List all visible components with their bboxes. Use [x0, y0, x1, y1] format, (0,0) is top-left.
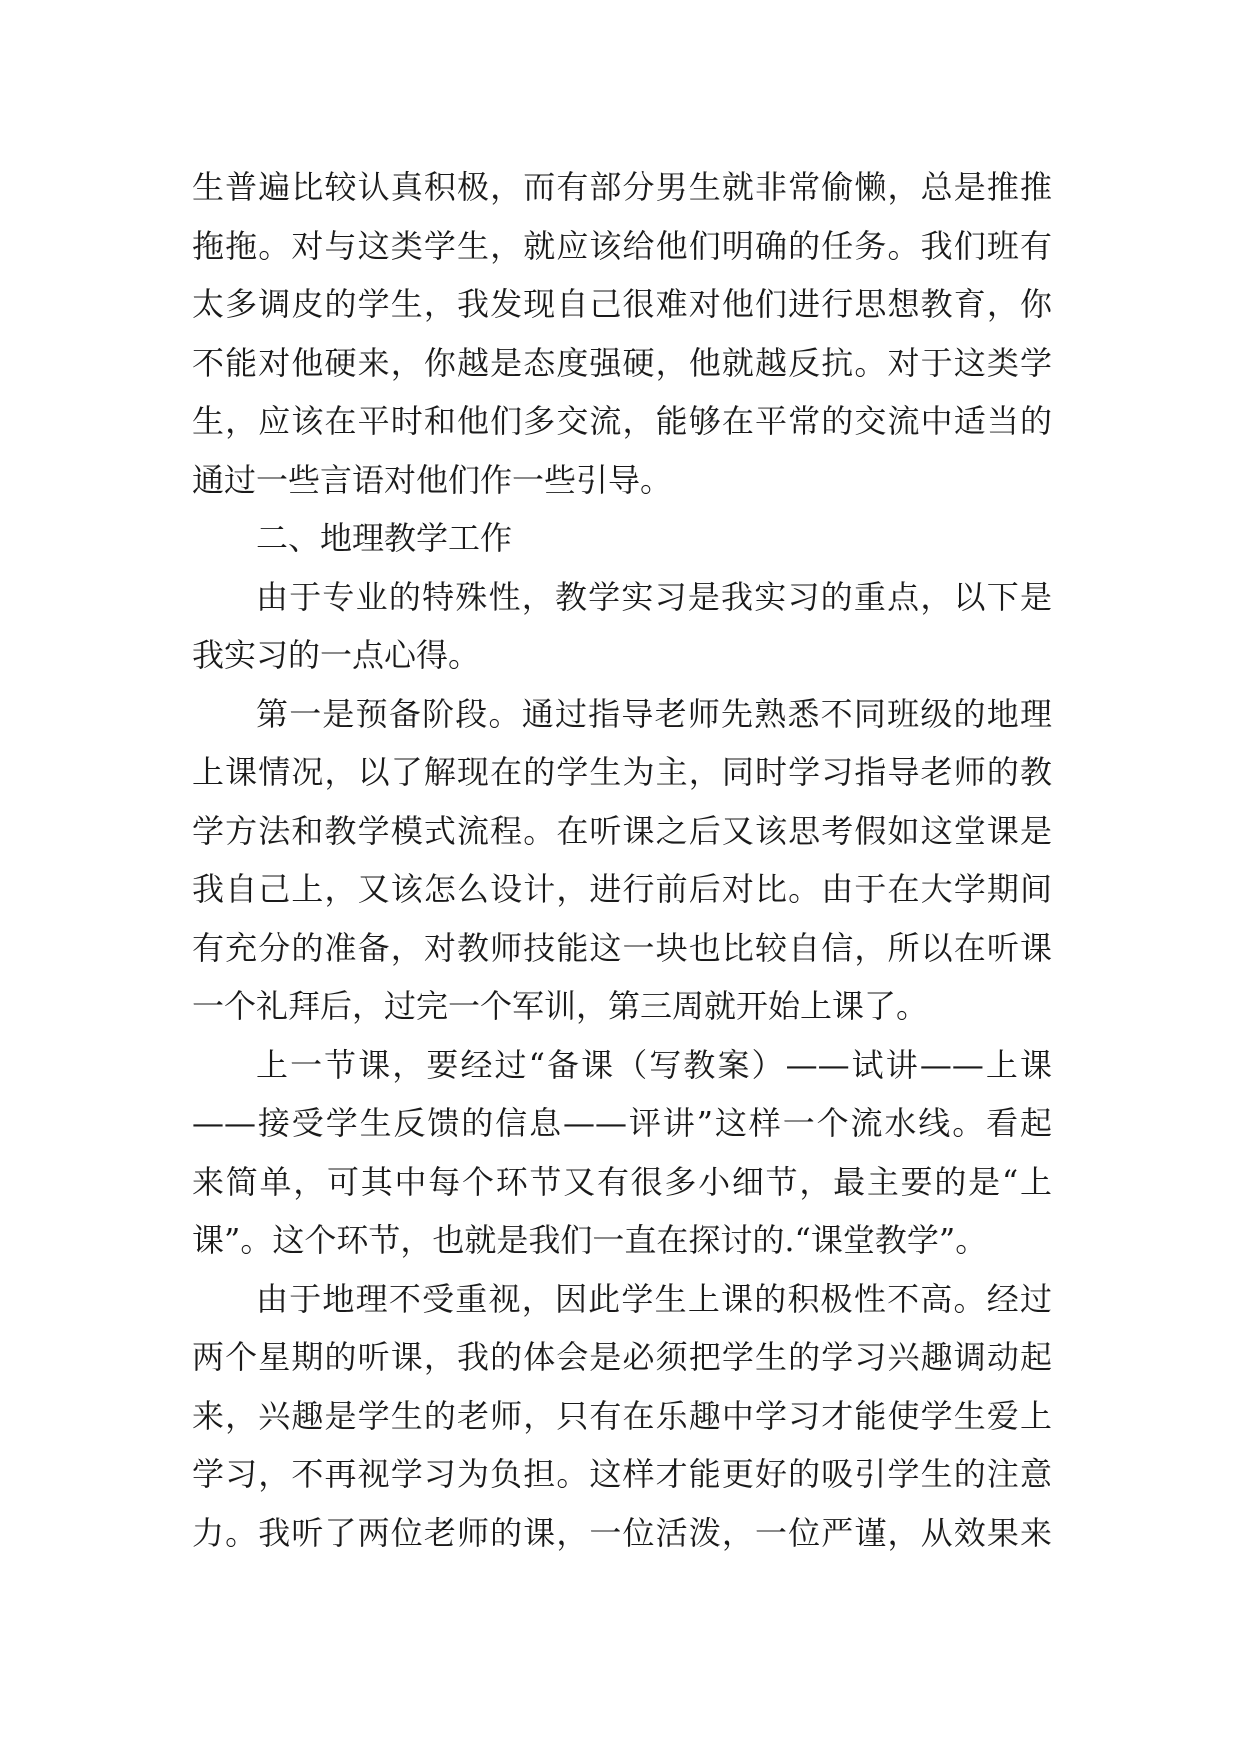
text-line: ——接受学生反馈的信息——评讲”这样一个流水线。看起	[192, 1104, 1052, 1142]
text-line: 生，应该在平时和他们多交流，能够在平常的交流中适当的	[192, 402, 1052, 440]
text-line: 第一是预备阶段。通过指导老师先熟悉不同班级的地理	[256, 694, 1052, 733]
text-line: 两个星期的听课，我的体会是必须把学生的学习兴趣调动起	[192, 1338, 1052, 1376]
text-line: 生普遍比较认真积极，而有部分男生就非常偷懒，总是推推	[192, 168, 1052, 206]
text-line: 来简单，可其中每个环节又有很多小细节，最主要的是“上	[192, 1162, 1052, 1201]
text-line: 由于地理不受重视，因此学生上课的积极性不高。经过	[256, 1279, 1052, 1318]
text-line: 学方法和教学模式流程。在听课之后又该思考假如这堂课是	[192, 811, 1052, 850]
text-line: 课”。这个环节，也就是我们一直在探讨的.“课堂教学”。	[192, 1221, 988, 1259]
text-line: 有充分的准备，对教师技能这一块也比较自信，所以在听课	[192, 928, 1052, 967]
text-line: 不能对他硬来，你越是态度强硬，他就越反抗。对于这类学	[192, 343, 1052, 382]
text-line: 通过一些言语对他们作一些引导。	[192, 460, 673, 499]
text-line: 太多调皮的学生，我发现自己很难对他们进行思想教育，你	[192, 285, 1052, 323]
text-line: 我自己上，又该怎么设计，进行前后对比。由于在大学期间	[192, 870, 1052, 908]
text-line: 拖拖。对与这类学生，就应该给他们明确的任务。我们班有	[192, 226, 1052, 265]
text-line: 我实习的一点心得。	[192, 636, 481, 674]
text-line: 上一节课，要经过“备课（写教案）——试讲——上课	[256, 1045, 1052, 1084]
text-line: 上课情况，以了解现在的学生为主，同时学习指导老师的教	[192, 753, 1052, 791]
text-line: 一个礼拜后，过完一个军训，第三周就开始上课了。	[192, 987, 929, 1025]
section-heading: 二、地理教学工作	[256, 519, 513, 557]
body-text	[192, 158, 1052, 1562]
text-line: 学习，不再视学习为负担。这样才能更好的吸引学生的注意	[192, 1455, 1052, 1493]
text-line: 来，兴趣是学生的老师，只有在乐趣中学习才能使学生爱上	[192, 1396, 1052, 1435]
text-line: 由于专业的特殊性，教学实习是我实习的重点，以下是	[256, 577, 1052, 616]
text-line: 力。我听了两位老师的课，一位活泼，一位严谨，从效果来	[192, 1513, 1052, 1552]
